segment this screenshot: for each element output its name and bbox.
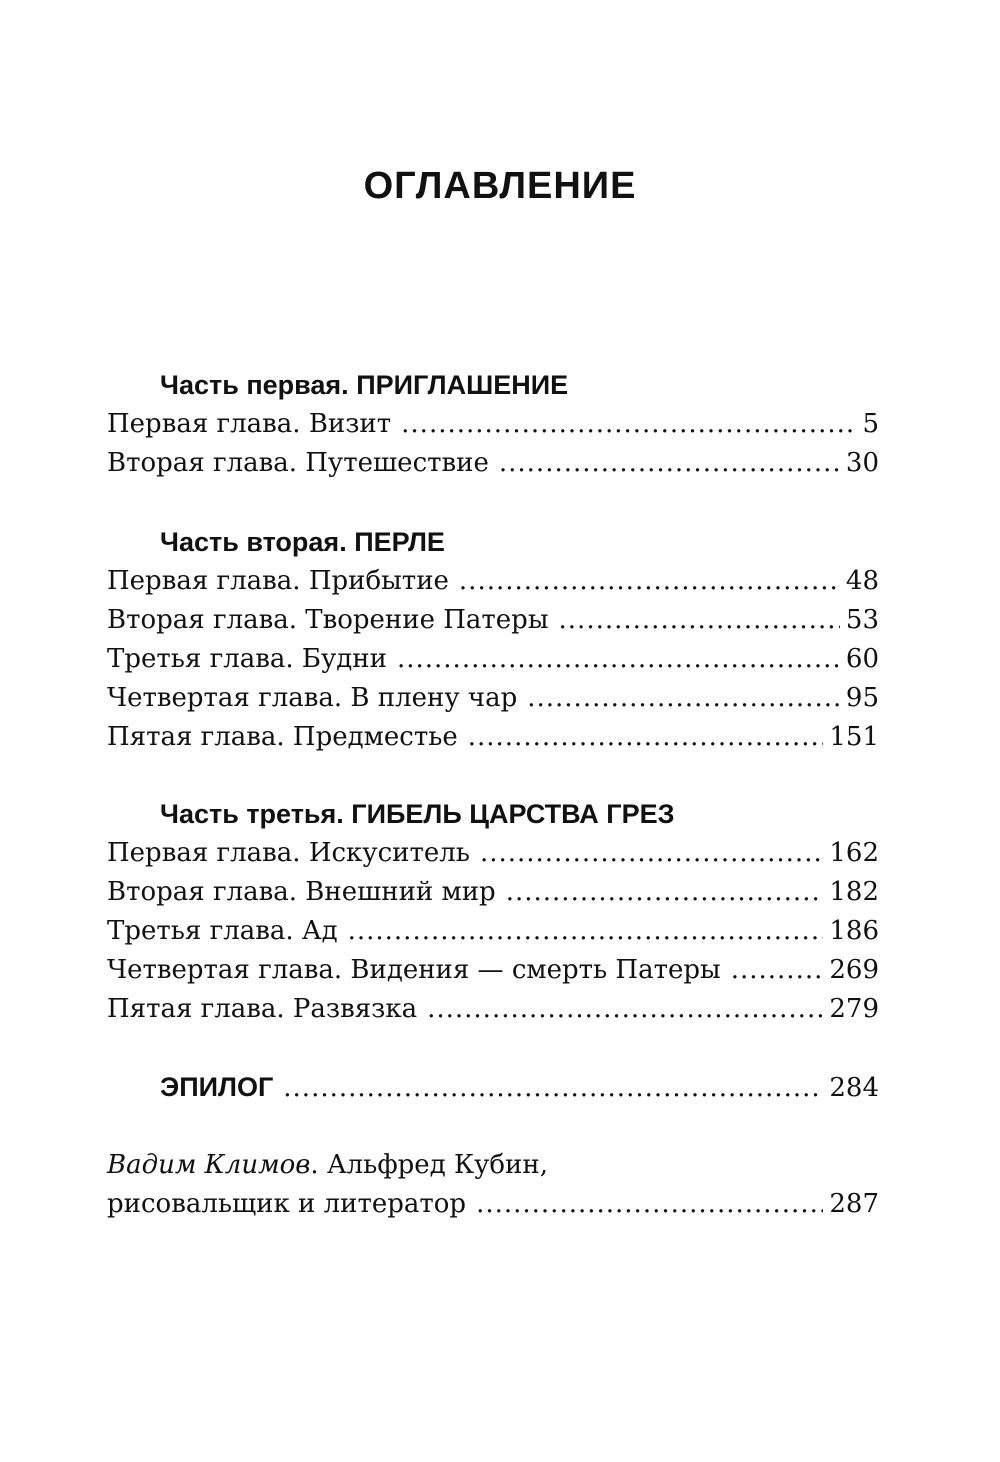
toc-entry[interactable]: [107, 444, 879, 483]
entry-title: Третья глава. Будни: [107, 644, 387, 674]
dot-leader: [401, 405, 856, 444]
toc-entry-afterword[interactable]: [107, 1185, 879, 1224]
dot-leader: [348, 912, 824, 951]
afterword-title-part2: рисовальщик и литератор: [107, 1189, 467, 1219]
part-label: Часть вторая.: [160, 527, 347, 557]
part-heading-1: [107, 365, 879, 405]
page-title: ОГЛАВЛЕНИЕ: [363, 165, 637, 207]
dot-leader: [480, 834, 823, 873]
page-number: 186: [829, 916, 879, 946]
toc-entry[interactable]: [107, 873, 879, 912]
toc-entry[interactable]: [107, 562, 879, 601]
afterword-title-part1: . Альфред Кубин,: [310, 1150, 548, 1180]
page-number: 60: [845, 644, 879, 674]
spacer: [107, 1107, 879, 1145]
toc-entry[interactable]: [107, 405, 879, 444]
entry-title: Четвертая глава. Видения — смерть Патеры: [107, 955, 721, 985]
part-label: Часть первая.: [160, 370, 349, 400]
entry-title: Первая глава. Визит: [107, 409, 392, 439]
dot-leader: [283, 1068, 823, 1108]
dot-leader: [397, 640, 840, 679]
toc-entry[interactable]: [107, 912, 879, 951]
dot-leader: [499, 444, 840, 483]
toc-entry[interactable]: [107, 990, 879, 1029]
part-label: Часть третья.: [160, 799, 344, 829]
toc-entry[interactable]: [107, 640, 879, 679]
dot-leader: [459, 562, 840, 601]
toc-entry[interactable]: [107, 834, 879, 873]
page-number: 182: [829, 877, 879, 907]
toc-entry[interactable]: [107, 718, 879, 757]
epilog-title: ЭПИЛОГ: [160, 1072, 274, 1102]
dot-leader: [468, 718, 824, 757]
entry-title: Пятая глава. Развязка: [107, 994, 418, 1024]
page-number: 95: [845, 683, 879, 713]
dot-leader: [731, 951, 824, 990]
toc-entry[interactable]: [107, 679, 879, 718]
afterword-author: Вадим Климов: [107, 1150, 311, 1180]
page-number: 48: [845, 566, 879, 596]
entry-title: Пятая глава. Предместье: [107, 722, 458, 752]
page-number: 284: [829, 1073, 879, 1103]
dot-leader: [506, 873, 824, 912]
spacer: [107, 757, 879, 794]
dot-leader: [476, 1185, 823, 1224]
part-title: ПЕРЛЕ: [354, 527, 445, 557]
page-number: 279: [829, 994, 879, 1024]
dot-leader: [427, 990, 823, 1029]
entry-title: Первая глава. Искуситель: [107, 838, 470, 868]
page-number: 30: [845, 448, 879, 478]
entry-title: Третья глава. Ад: [107, 916, 338, 946]
toc-entry[interactable]: [107, 951, 879, 990]
toc-entry-epilog[interactable]: [107, 1067, 879, 1107]
dot-leader: [527, 679, 840, 718]
entry-title: Четвертая глава. В плену чар: [107, 683, 518, 713]
entry-title: Первая глава. Прибытие: [107, 566, 449, 596]
dot-leader: [559, 601, 840, 640]
page-number: 151: [829, 722, 879, 752]
entry-title: Вторая глава. Внешний мир: [107, 877, 496, 907]
part-title: ПРИГЛАШЕНИЕ: [356, 370, 569, 400]
page-number: 269: [829, 955, 879, 985]
part-heading-2: [107, 522, 879, 562]
toc-entry[interactable]: [107, 601, 879, 640]
spacer: [107, 1029, 879, 1067]
page-number: 162: [829, 838, 879, 868]
spacer: [107, 483, 879, 522]
entry-title: Вторая глава. Путешествие: [107, 448, 489, 478]
entry-title: Вторая глава. Творение Патеры: [107, 605, 549, 635]
page-number: 287: [829, 1189, 879, 1219]
table-of-contents: [107, 365, 879, 1224]
part-heading-3: [107, 794, 879, 834]
part-title: ГИБЕЛЬ ЦАРСТВА ГРЕЗ: [351, 799, 675, 829]
page-number: 5: [862, 409, 879, 439]
afterword-heading[interactable]: [107, 1145, 879, 1185]
page-number: 53: [845, 605, 879, 635]
